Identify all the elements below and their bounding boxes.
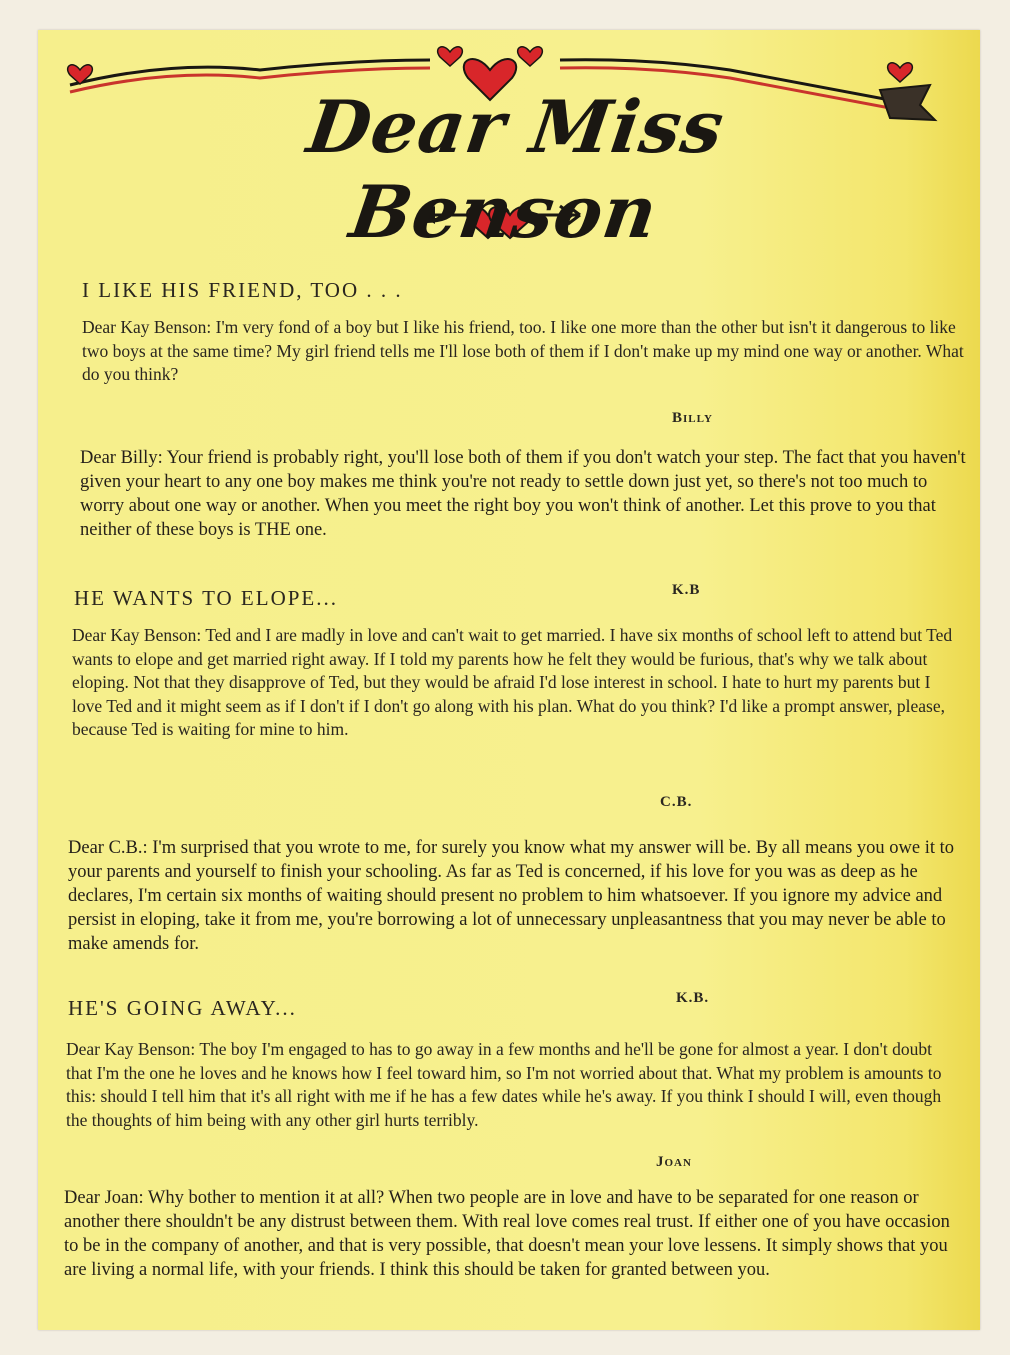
advice-reply: Dear C.B.: I'm surprised that you wrote to me, for surely you know what my answer will be. By all means you owe it to your parents and yourself to finish your schooling. As far as Ted is concerned, if his love for you was as deep as he declares, I'm certain six months of waiting should present no problem to him whatsoever. If you ignore my advice and persist in eloping, take it from me, you're borrowing a lot of unnecessary unpleasantness that you may never be able to make amends for. — [68, 838, 955, 954]
letter-signature: Joan — [656, 1154, 692, 1170]
reply-signature: K.B — [672, 582, 701, 598]
reader-letter: Dear Kay Benson: I'm very fond of a boy but I like his friend, too. I like one more than the other but isn't it dangerous to like two boys at the same time? My girl friend tells me I'll lose both of them if I don't make up my mind one way or another. What do you think? — [82, 317, 964, 384]
page-title: Dear Miss Benson — [302, 84, 730, 254]
section-heading: I LIKE HIS FRIEND, TOO . . . — [82, 278, 403, 302]
section-heading: HE WANTS TO ELOPE... — [74, 586, 339, 610]
reader-letter: Dear Kay Benson: Ted and I are madly in love and can't wait to get married. I have six months of school left to attend but Ted wants to elope and get married right away. If I told my parents how he felt they would be furious, that's why we talk about eloping. Not that they disapprove of Ted, but they would be afraid I'd lose interest in school. I hate to hurt my parents but I love Ted and it might seem as if I don't if I don't go along with his plan. What do you think? I'd like a prompt answer, please, because Ted is waiting for mine to him. — [72, 625, 953, 739]
letter-signature: Billy — [672, 410, 713, 426]
advice-reply: Dear Billy: Your friend is probably right, you'll lose both of them if you don't watch your step. The fact that you haven't given your heart to any one boy makes me think you're not ready to settle down just yet, so there's not too much to worry about one way or another. When you meet the right boy you won't think of another. Let this prove to you that neither of these boys is THE one. — [80, 448, 966, 540]
section-heading: HE'S GOING AWAY... — [68, 996, 297, 1020]
reply-signature: K.B. — [676, 990, 710, 1006]
reader-letter: Dear Kay Benson: The boy I'm engaged to has to go away in a few months and he'll be gone for almost a year. I don't doubt that I'm the one he loves and he knows how I feel toward him, so I'm not worried about that. What my problem is amounts to this: should I tell him that it's all right with me if he has a few dates while he's away. If you think I should I will, even though the thoughts of him being with any other girl hurts terribly. — [66, 1039, 942, 1130]
ribbon-end-right — [880, 85, 935, 120]
advice-reply: Dear Joan: Why bother to mention it at all? When two people are in love and have to be separated for one reason or another there shouldn't be any distrust between them. With real love comes real trust. If either one of you have occasion to be in the company of another, and that is very possible, that doesn't mean your love lessens. It simply shows that you are living a normal life, with your friends. I think this should be taken for granted between you. — [64, 1188, 950, 1280]
letter-signature: C.B. — [660, 794, 693, 810]
